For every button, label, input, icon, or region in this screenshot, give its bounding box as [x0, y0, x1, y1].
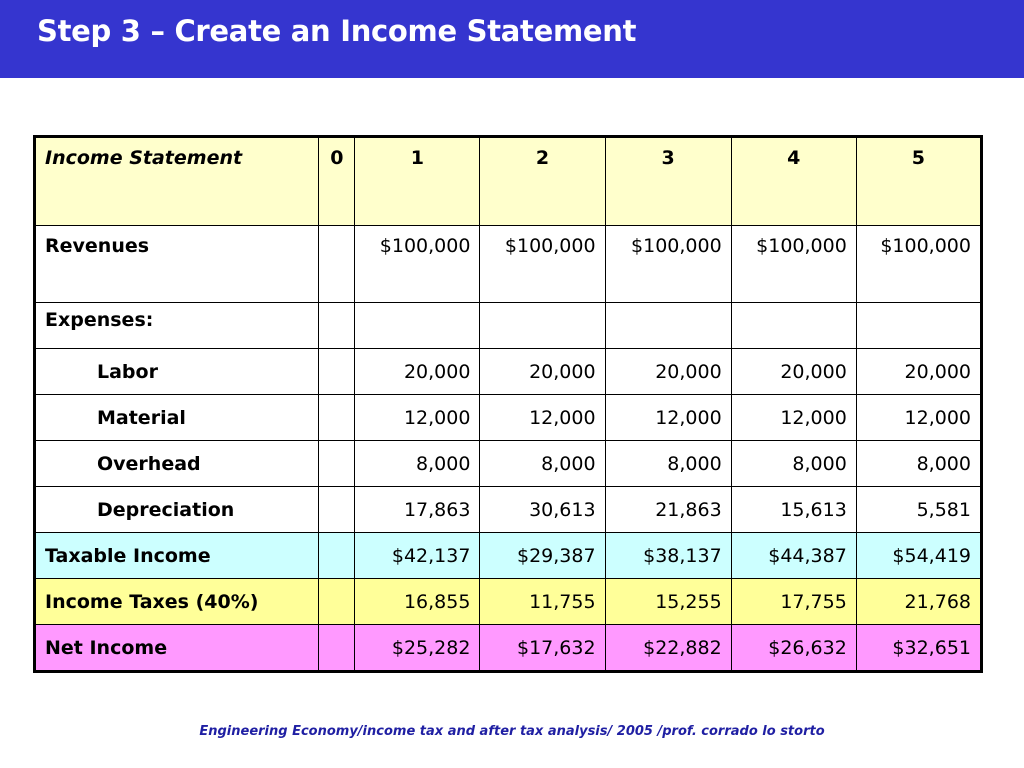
net-income-value: $22,882 [605, 625, 731, 672]
overhead-label: Overhead [35, 441, 319, 487]
expenses-label: Expenses: [35, 303, 319, 349]
net-income-value: $17,632 [480, 625, 605, 672]
depreciation-value: 30,613 [480, 487, 605, 533]
slide-footer: Engineering Economy/income tax and after tax analysis/ 2005 /prof. corrado lo storto [199, 724, 825, 739]
labor-value: 20,000 [480, 349, 605, 395]
material-value: 12,000 [480, 395, 605, 441]
depreciation-label: Depreciation [35, 487, 319, 533]
year-header-4: 4 [731, 137, 856, 226]
income-taxes-value: 21,768 [856, 579, 981, 625]
revenues-value: $100,000 [605, 226, 731, 303]
depreciation-value: 5,581 [856, 487, 981, 533]
depreciation-row [35, 487, 982, 533]
material-value: 12,000 [355, 395, 480, 441]
income-taxes-label: Income Taxes (40%) [35, 579, 319, 625]
net-income-label: Net Income [35, 625, 319, 672]
overhead-value: 8,000 [480, 441, 605, 487]
empty-cell [319, 487, 355, 533]
empty-cell [480, 303, 605, 349]
material-value: 12,000 [856, 395, 981, 441]
labor-value: 20,000 [605, 349, 731, 395]
income-taxes-row [35, 579, 982, 625]
empty-cell [319, 349, 355, 395]
material-value: 12,000 [731, 395, 856, 441]
header-label: Income Statement [35, 137, 319, 226]
labor-row [35, 349, 982, 395]
net-income-row [35, 625, 982, 672]
revenues-value: $100,000 [731, 226, 856, 303]
empty-cell [856, 303, 981, 349]
empty-cell [319, 395, 355, 441]
labor-value: 20,000 [856, 349, 981, 395]
taxable-income-value: $44,387 [731, 533, 856, 579]
title-bar [0, 0, 1024, 78]
overhead-value: 8,000 [605, 441, 731, 487]
empty-cell [605, 303, 731, 349]
taxable-income-value: $54,419 [856, 533, 981, 579]
revenues-value: $100,000 [355, 226, 480, 303]
empty-cell [731, 303, 856, 349]
overhead-value: 8,000 [355, 441, 480, 487]
material-row [35, 395, 982, 441]
empty-cell [319, 579, 355, 625]
net-income-value: $26,632 [731, 625, 856, 672]
empty-cell [355, 303, 480, 349]
overhead-value: 8,000 [731, 441, 856, 487]
revenues-label: Revenues [35, 226, 319, 303]
year-header-1: 1 [355, 137, 480, 226]
taxable-income-row [35, 533, 982, 579]
slide-title: Step 3 – Create an Income Statement [37, 14, 637, 48]
material-label: Material [35, 395, 319, 441]
taxable-income-label: Taxable Income [35, 533, 319, 579]
depreciation-value: 15,613 [731, 487, 856, 533]
labor-value: 20,000 [355, 349, 480, 395]
net-income-value: $25,282 [355, 625, 480, 672]
revenues-year-0-cell [319, 226, 355, 303]
income-taxes-value: 16,855 [355, 579, 480, 625]
taxable-income-value: $38,137 [605, 533, 731, 579]
year-header-3: 3 [605, 137, 731, 226]
header-row [35, 137, 982, 226]
empty-cell [319, 533, 355, 579]
year-header-0: 0 [319, 137, 355, 226]
taxable-income-value: $29,387 [480, 533, 605, 579]
material-value: 12,000 [605, 395, 731, 441]
overhead-value: 8,000 [856, 441, 981, 487]
net-income-value: $32,651 [856, 625, 981, 672]
year-header-5: 5 [856, 137, 981, 226]
income-statement-table [33, 135, 983, 673]
income-taxes-value: 17,755 [731, 579, 856, 625]
revenues-value: $100,000 [480, 226, 605, 303]
empty-cell [319, 441, 355, 487]
depreciation-value: 17,863 [355, 487, 480, 533]
taxable-income-value: $42,137 [355, 533, 480, 579]
income-taxes-value: 11,755 [480, 579, 605, 625]
empty-cell [319, 625, 355, 672]
expenses-row [35, 303, 982, 349]
depreciation-value: 21,863 [605, 487, 731, 533]
income-taxes-value: 15,255 [605, 579, 731, 625]
year-header-2: 2 [480, 137, 605, 226]
labor-value: 20,000 [731, 349, 856, 395]
overhead-row [35, 441, 982, 487]
revenues-row [35, 226, 982, 303]
labor-label: Labor [35, 349, 319, 395]
revenues-value: $100,000 [856, 226, 981, 303]
empty-cell [319, 303, 355, 349]
